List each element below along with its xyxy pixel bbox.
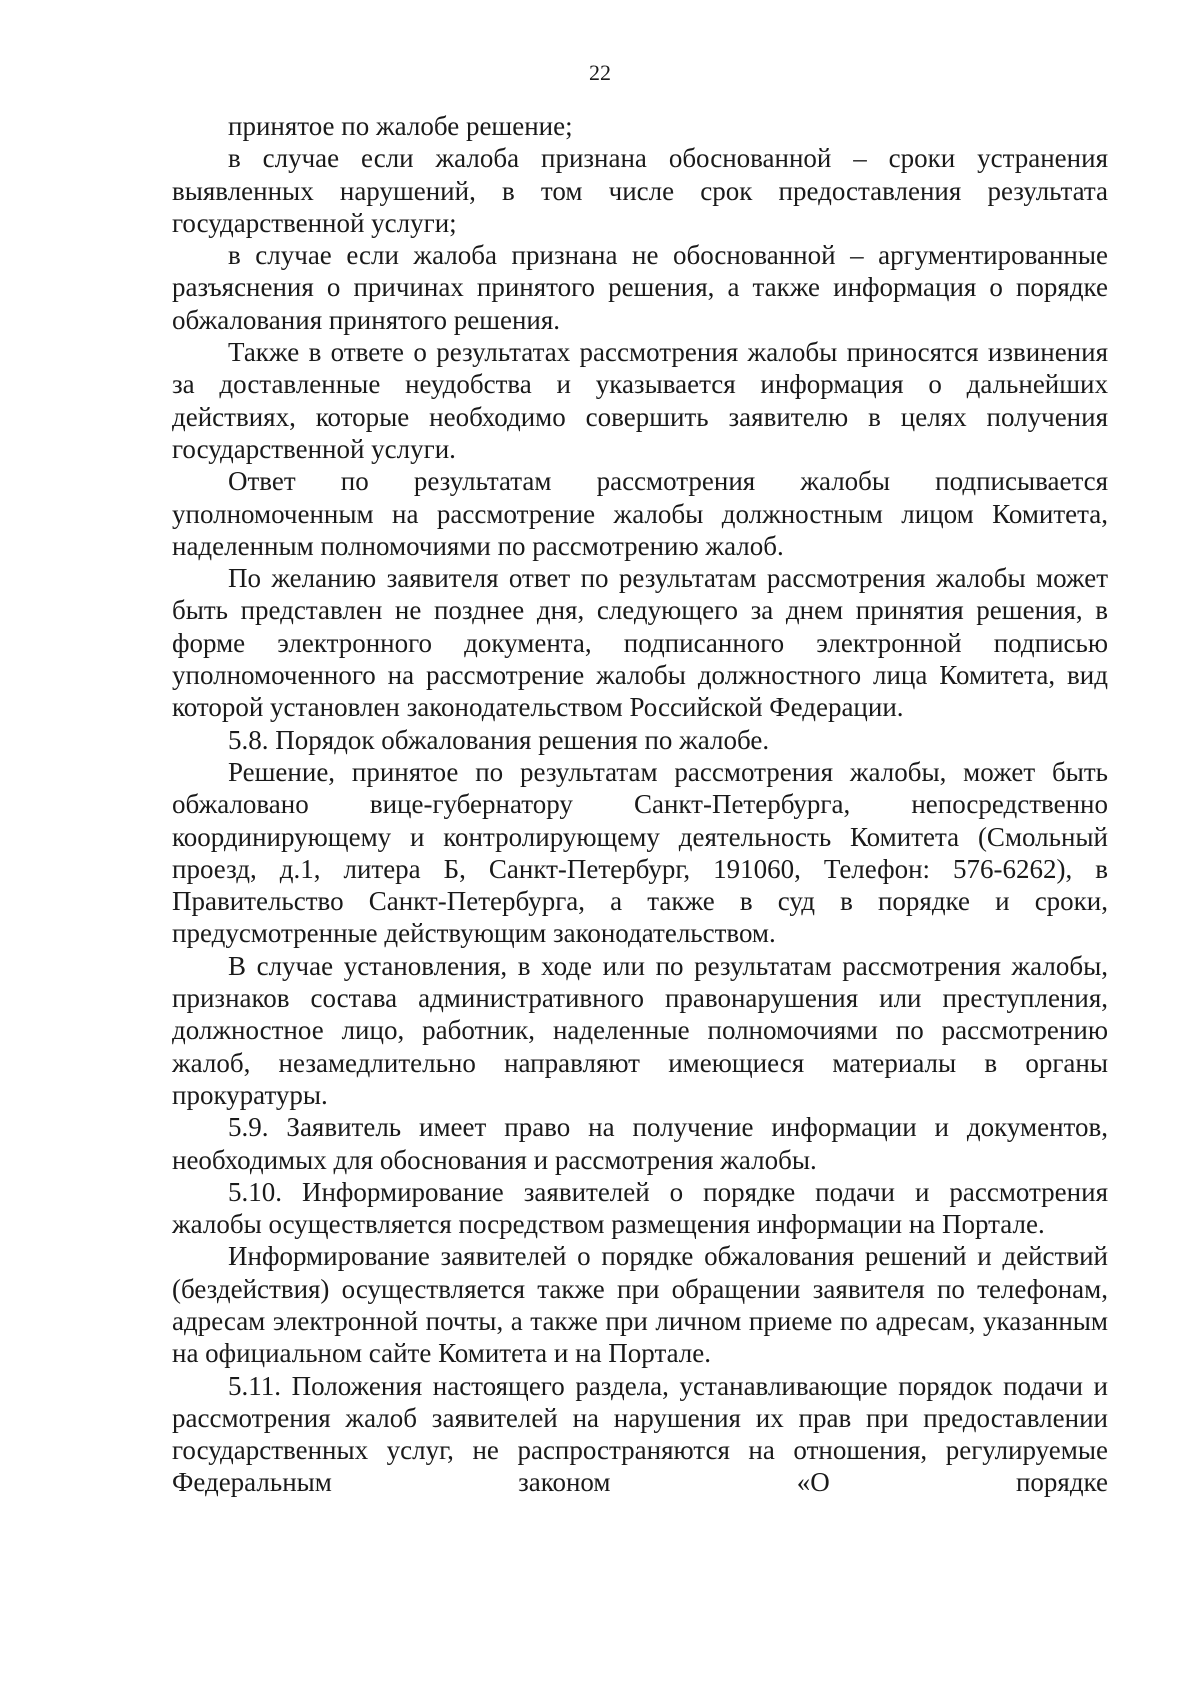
paragraph: По желанию заявителя ответ по результатам рассмотрения жалобы может быть представлен не позднее дня, следующего за днем принятия решения, в форме электронного документа, подписанного электронной подписью уполномоченного на рассмотрение жалобы должностного лица Комитета, вид которой установлен законодательством Российской Федерации. bbox=[172, 563, 1108, 723]
paragraph: в случае если жалоба признана обоснованной – сроки устранения выявленных нарушений, в том числе срок предоставления результата государственной услуги; bbox=[172, 143, 1108, 238]
paragraph-5-11: 5.11. Положения настоящего раздела, устанавливающие порядок подачи и рассмотрения жалоб заявителей на нарушения их прав при предоставлении государственных услуг, не распространяются на отношения, регулируемые Федеральным законом «О порядке bbox=[172, 1370, 1108, 1498]
paragraph: принятое по жалобе решение; bbox=[228, 111, 573, 141]
paragraph: Решение, принятое по результатам рассмотрения жалобы, может быть обжаловано вице-губернатору Санкт-Петербурга, непосредственно координирующему и контролирующему деятельность Комитета (Смольный проезд, д.1, литера Б, Санкт-Петербург, 191060, Телефон: 576-6262), в Правительство Санкт-Петербурга, а также в суд в порядке и сроки, предусмотренные действующим законодательством. bbox=[172, 756, 1108, 949]
page-number: 22 bbox=[589, 60, 611, 85]
section-heading-5-8: 5.8. Порядок обжалования решения по жалобе. bbox=[228, 724, 770, 755]
paragraph-5-9: 5.9. Заявитель имеет право на получение информации и документов, необходимых для обоснования и рассмотрения жалобы. bbox=[172, 1112, 1108, 1175]
paragraph-5-10: 5.10. Информирование заявителей о порядке подачи и рассмотрения жалобы осуществляется посредством размещения информации на Портале. bbox=[172, 1176, 1108, 1240]
paragraph: Ответ по результатам рассмотрения жалобы подписывается уполномоченным на рассмотрение жалобы должностным лицом Комитета, наделенным полномочиями по рассмотрению жалоб. bbox=[172, 466, 1108, 561]
paragraph: Информирование заявителей о порядке обжалования решений и действий (бездействия) осуществляется также при обращении заявителя по телефонам, адресам электронной почты, а также при личном приеме по адресам, указанным на официальном сайте Комитета и на Портале. bbox=[172, 1241, 1108, 1369]
paragraph: в случае если жалоба признана не обоснованной – аргументированные разъяснения о причинах принятого решения, а также информация о порядке обжалования принятого решения. bbox=[172, 240, 1108, 335]
paragraph: В случае установления, в ходе или по результатам рассмотрения жалобы, признаков состава административного правонарушения или преступления, должностное лицо, работник, наделенные полномочиями по рассмотрению жалоб, незамедлительно направляют имеющиеся материалы в органы прокуратуры. bbox=[172, 950, 1108, 1110]
paragraph: Также в ответе о результатах рассмотрения жалобы приносятся извинения за доставленные неудобства и указывается информация о дальнейших действиях, которые необходимо совершить заявителю в целях получения государственной услуги. bbox=[172, 337, 1108, 464]
document-body bbox=[172, 110, 1108, 1499]
